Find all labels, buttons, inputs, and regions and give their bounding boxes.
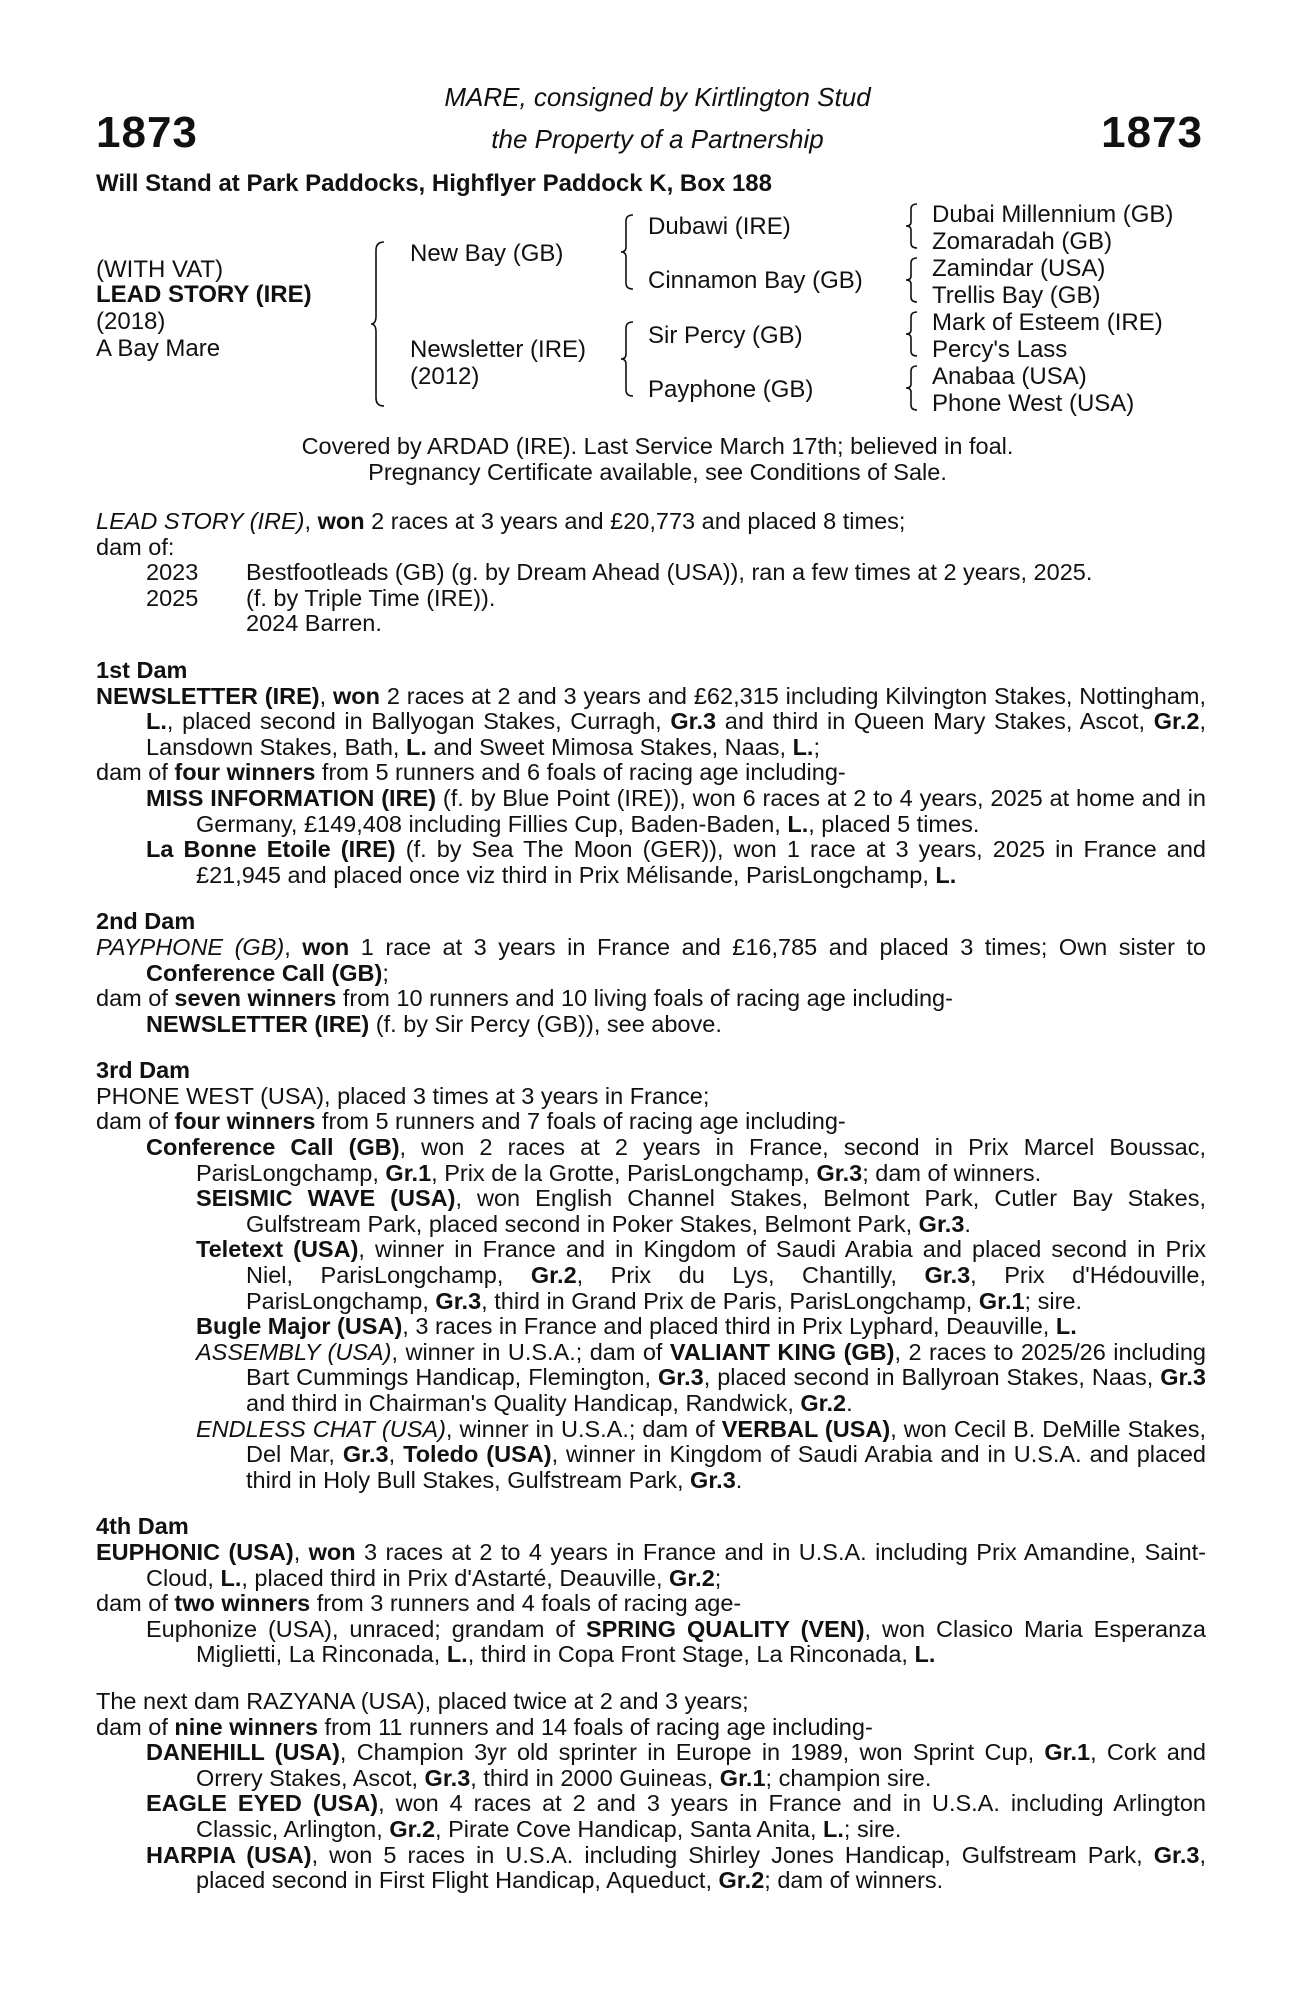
consignment-line: MARE, consigned by Kirtlington Stud xyxy=(444,82,871,112)
fourth-dam-heading: 4th Dam xyxy=(96,1513,189,1540)
dam-name: PAYPHONE (GB) xyxy=(96,933,285,960)
grade-label: Gr.2 xyxy=(1153,708,1200,735)
text: , placed second in First Flight Handicap, Aqueduct, xyxy=(196,1841,1206,1894)
text: ; sire. xyxy=(843,1815,902,1842)
dam-name: EUPHONIC (USA) xyxy=(96,1538,294,1565)
text: ; dam of winners. xyxy=(862,1159,1042,1186)
pedigree-sds: Zamindar (USA) xyxy=(932,255,1106,282)
mare-record-text: 2 races at 3 years and £20,773 and placed 8 times; xyxy=(364,508,906,534)
pedigree-sire-dam: Cinnamon Bay (GB) xyxy=(648,267,863,294)
third-dam-grand-offspring xyxy=(96,1340,1206,1417)
horse-description: A Bay Mare xyxy=(96,335,221,362)
pedigree-dam-year: (2012) xyxy=(410,363,480,390)
produce-text: (f. by Triple Time (IRE)). xyxy=(246,584,496,611)
pedigree-bracket-ds xyxy=(905,310,921,360)
listed-label: L. xyxy=(914,1641,936,1668)
winners-count: four winners xyxy=(174,759,316,786)
grade-label: Gr.2 xyxy=(669,1564,715,1591)
pedigree-sire: New Bay (GB) xyxy=(410,240,564,267)
text: dam of xyxy=(96,1713,175,1740)
first-dam-offspring xyxy=(96,837,1206,888)
pedigree-bracket-dam xyxy=(620,320,636,400)
text: 3 races at 2 to 4 years in France and in U.S.A. including Prix Amandine, Saint-Cloud, xyxy=(146,1538,1206,1591)
text: , won 2 races at 2 years in France, second in Prix Marcel Boussac, ParisLongchamp, xyxy=(196,1134,1206,1186)
text: , Champion 3yr old sprinter in Europe in 1989, won Sprint Cup, xyxy=(339,1739,1045,1766)
winners-count: two winners xyxy=(174,1590,311,1617)
text: 2 races at 2 and 3 years and £62,315 including Kilvington Stakes, Nottingham, xyxy=(379,682,1206,709)
text: from 11 runners and 14 foals of racing age including- xyxy=(318,1713,873,1740)
mare-name: LEAD STORY (IRE) xyxy=(96,508,305,534)
produce-row xyxy=(96,560,1206,586)
pedigree-dds: Anabaa (USA) xyxy=(932,363,1087,390)
second-dam-record: PAYPHONE (GB), won 1 race at 3 years in France and £16,785 and placed 3 times; Own sister to Conference Call (GB); xyxy=(96,933,1206,986)
pedigree-sire-sire: Dubawi (IRE) xyxy=(648,213,791,240)
third-dam-produce-summary xyxy=(96,1109,1206,1135)
text: , placed second in Ballyogan Stakes, Curragh, xyxy=(166,708,671,735)
text: , 3 races in France and placed third in Prix Lyphard, Deauville, xyxy=(402,1313,1056,1340)
fourth-dam-record: EUPHONIC (USA), won 3 races at 2 to 4 years in France and in U.S.A. including Prix Amandine, Saint-Cloud, L., placed third in Prix d'Astarté, Deauville, Gr.2; xyxy=(96,1538,1206,1591)
text: , Prix d'Hédouville, ParisLongchamp, xyxy=(246,1262,1206,1314)
text: 1 race at 3 years in France and £16,785 and placed 3 times; Own sister to xyxy=(349,933,1206,960)
offspring-name: SEISMIC WAVE (USA) xyxy=(196,1185,456,1212)
text: , Pirate Cove Handicap, Santa Anita, xyxy=(435,1815,824,1842)
third-dam-grand-offspring xyxy=(96,1186,1206,1237)
pedigree-dsd: Percy's Lass xyxy=(932,336,1068,363)
listed-label: L. xyxy=(446,1641,468,1668)
third-dam-grand-offspring xyxy=(96,1417,1206,1494)
text: , Prix du Lys, Chantilly, xyxy=(576,1262,925,1289)
lot-number-left: 1873 xyxy=(96,108,198,157)
text: . xyxy=(846,1390,853,1416)
dam-of-label: dam of: xyxy=(96,533,175,560)
third-dam-offspring xyxy=(96,1135,1206,1186)
offspring-name: Teletext (USA) xyxy=(196,1236,359,1263)
listed-label: L. xyxy=(220,1564,242,1591)
offspring-name: VERBAL (USA) xyxy=(721,1415,891,1442)
catalogue-body xyxy=(96,509,1206,1894)
produce-text: 2024 Barren. xyxy=(246,610,382,637)
pedigree-ssd: Zomaradah (GB) xyxy=(932,228,1113,255)
grade-label: Gr.3 xyxy=(924,1262,971,1289)
first-dam-record: NEWSLETTER (IRE), won 2 races at 2 and 3 years and £62,315 including Kilvington Stakes, Nottingham, L., placed second in Ballyogan Stakes, Curragh, Gr.3 and third in Queen Mary Stakes, Ascot, Gr.2, Lansdown Stakes, Bath, L. and Sweet Mimosa Stakes, Naas, L.; xyxy=(96,682,1206,760)
grade-label: Gr.1 xyxy=(719,1764,766,1791)
winners-count: seven winners xyxy=(174,985,337,1012)
winners-count: nine winners xyxy=(174,1713,319,1740)
text: ; dam of winners. xyxy=(764,1867,944,1894)
pedigree-dam-dam: Payphone (GB) xyxy=(648,376,814,403)
produce-year: 2025 xyxy=(146,584,199,611)
grade-label: Gr.2 xyxy=(530,1262,577,1289)
text: dam of xyxy=(96,985,175,1012)
pedigree-sdd: Trellis Bay (GB) xyxy=(932,282,1101,309)
offspring-name: DANEHILL (USA) xyxy=(146,1739,340,1766)
text: dam of xyxy=(96,1108,175,1135)
grade-label: Gr.3 xyxy=(690,1466,736,1493)
text: from 5 runners and 7 foals of racing age including- xyxy=(315,1108,846,1135)
grade-label: Gr.2 xyxy=(718,1867,765,1894)
third-dam-heading: 3rd Dam xyxy=(96,1057,191,1084)
second-dam-produce-summary xyxy=(96,986,1206,1012)
won-label: won xyxy=(302,933,350,960)
covered-note: Covered by ARDAD (IRE). Last Service March 17th; believed in foal. xyxy=(301,433,1014,459)
text: , winner in Kingdom of Saudi Arabia and in U.S.A. and placed third in Holy Bull Stakes, Gulfstream Park, xyxy=(246,1441,1206,1493)
text: , Cork and Orrery Stakes, Ascot, xyxy=(196,1739,1206,1791)
text: ; xyxy=(382,959,389,986)
listed-label: L. xyxy=(405,733,427,760)
text: , won English Channel Stakes, Belmont Park, Cutler Bay Stakes, Gulfstream Park, placed second in Poker Stakes, Belmont Park, xyxy=(246,1185,1206,1237)
text: , won Clasico Maria Esperanza Miglietti, La Rinconada, xyxy=(196,1615,1206,1668)
grade-label: Gr.3 xyxy=(1153,1841,1200,1868)
horse-name: LEAD STORY (IRE) xyxy=(96,281,312,308)
won-label: won xyxy=(308,1538,356,1565)
offspring-name: NEWSLETTER (IRE) xyxy=(146,1010,370,1037)
produce-year: 2023 xyxy=(146,559,199,586)
listed-label: L. xyxy=(792,733,814,760)
grade-label: Gr.3 xyxy=(435,1287,482,1314)
text: , placed third in Prix d'Astarté, Deauville, xyxy=(241,1564,670,1591)
text: , won Cecil B. DeMille Stakes, Del Mar, xyxy=(246,1415,1206,1468)
text: from 10 runners and 10 living foals of racing age including- xyxy=(336,985,953,1012)
produce-row xyxy=(96,586,1206,612)
grade-label: Gr.2 xyxy=(800,1390,847,1416)
listed-label: L. xyxy=(1055,1313,1077,1340)
pedigree-dam-sire: Sir Percy (GB) xyxy=(648,322,803,349)
text: , winner in France and in Kingdom of Saudi Arabia and placed second in Prix Niel, ParisLongchamp, xyxy=(246,1236,1206,1289)
text: dam of xyxy=(96,759,175,786)
text: , 2 races to 2025/26 including Bart Cummings Handicap, Flemington, xyxy=(246,1338,1206,1391)
produce-row xyxy=(96,611,1206,637)
text: . xyxy=(735,1466,743,1493)
text: , third in Copa Front Stage, La Rinconada, xyxy=(467,1641,915,1668)
grade-label: Gr.1 xyxy=(1044,1739,1091,1766)
grade-label: Gr.3 xyxy=(342,1441,389,1468)
text: , Lansdown Stakes, Bath, xyxy=(146,708,1206,760)
text: dam of xyxy=(96,1590,175,1617)
grade-label: Gr.2 xyxy=(389,1815,436,1842)
text: , third in 2000 Guineas, xyxy=(470,1764,720,1791)
pedigree-dam: Newsletter (IRE) xyxy=(410,336,587,363)
next-dam-offspring xyxy=(96,1791,1206,1842)
offspring-name: MISS INFORMATION (IRE) xyxy=(146,784,437,811)
pedigree-bracket-ss xyxy=(905,202,921,252)
produce-text: Bestfootleads (GB) (g. by Dream Ahead (USA)), ran a few times at 2 years, 2025. xyxy=(246,559,1093,586)
pedigree-bracket-sd xyxy=(905,256,921,306)
grade-label: Gr.3 xyxy=(918,1210,965,1237)
dam-name: NEWSLETTER (IRE) xyxy=(96,682,320,709)
text: and Sweet Mimosa Stakes, Naas, xyxy=(426,733,793,760)
pregnancy-note: Pregnancy Certificate available, see Conditions of Sale. xyxy=(368,459,947,485)
first-dam-heading: 1st Dam xyxy=(96,656,188,683)
text: , won 4 races at 2 and 3 years in France and in U.S.A. including Arlington Classic, Arlington, xyxy=(196,1790,1206,1842)
fourth-dam-offspring xyxy=(96,1617,1206,1668)
offspring-name: ASSEMBLY (USA) xyxy=(196,1338,392,1365)
offspring-name: Conference Call (GB) xyxy=(146,1134,400,1161)
text: and third in Chairman's Quality Handicap, Randwick, xyxy=(246,1390,801,1416)
text: , placed 5 times. xyxy=(808,810,980,837)
text: , placed second in Ballyroan Stakes, Naas, xyxy=(703,1364,1161,1391)
pedigree-ddd: Phone West (USA) xyxy=(932,390,1135,417)
grade-label: Gr.1 xyxy=(385,1159,432,1186)
text: . xyxy=(964,1210,971,1237)
text: , third in Grand Prix de Paris, ParisLongchamp, xyxy=(481,1287,979,1314)
horse-year: (2018) xyxy=(96,308,166,335)
next-dam-produce-summary xyxy=(96,1715,1206,1741)
won-label: won xyxy=(332,682,380,709)
text: ; champion sire. xyxy=(765,1764,932,1791)
text: , winner in U.S.A.; dam of xyxy=(445,1415,722,1442)
stand-location: Will Stand at Park Paddocks, Highflyer Paddock K, Box 188 xyxy=(96,170,772,197)
mare-record: LEAD STORY (IRE), won 2 races at 3 years and £20,773 and placed 8 times; xyxy=(96,508,906,534)
grade-label: Gr.3 xyxy=(1160,1364,1206,1391)
listed-label: L. xyxy=(787,810,809,837)
text: from 3 runners and 4 foals of racing age- xyxy=(310,1590,742,1617)
next-dam-record: The next dam RAZYANA (USA), placed twice at 2 and 3 years; xyxy=(96,1687,749,1714)
property-line: the Property of a Partnership xyxy=(491,124,824,154)
text: ; xyxy=(714,1564,722,1591)
listed-label: L. xyxy=(935,861,957,888)
produce-year xyxy=(146,611,246,637)
grade-label: Gr.3 xyxy=(816,1159,863,1186)
second-dam-offspring xyxy=(96,1012,1206,1038)
offspring-name: Bugle Major (USA) xyxy=(196,1313,403,1340)
listed-label: L. xyxy=(146,708,167,735)
won-label: won xyxy=(317,508,365,534)
next-dam-offspring xyxy=(96,1740,1206,1791)
pedigree-sss: Dubai Millennium (GB) xyxy=(932,201,1174,228)
grade-label: Gr.3 xyxy=(657,1364,704,1391)
third-dam-grand-offspring xyxy=(96,1314,1206,1340)
offspring-name: La Bonne Etoile (IRE) xyxy=(146,836,396,863)
text: , xyxy=(388,1441,404,1468)
text: , won 5 races in U.S.A. including Shirley Jones Handicap, Gulfstream Park, xyxy=(311,1841,1154,1868)
offspring-name: EAGLE EYED (USA) xyxy=(146,1790,379,1817)
pedigree-bracket-sire xyxy=(620,213,636,293)
third-dam-grand-offspring xyxy=(96,1237,1206,1314)
next-dam-offspring xyxy=(96,1843,1206,1894)
pedigree-bracket-dd xyxy=(905,364,921,414)
listed-label: L. xyxy=(823,1815,844,1842)
offspring-name: ENDLESS CHAT (USA) xyxy=(196,1415,446,1442)
second-dam-heading: 2nd Dam xyxy=(96,908,196,935)
text: Euphonize (USA), unraced; grandam of xyxy=(146,1615,586,1642)
text: (f. by Sir Percy (GB)), see above. xyxy=(369,1010,722,1037)
winners-count: four winners xyxy=(174,1108,316,1135)
offspring-name: VALIANT KING (GB) xyxy=(669,1338,895,1365)
text: (f. by Blue Point (IRE)), won 6 races at 2 to 4 years, 2025 at home and in Germany, £149,408 including Fillies Cup, Baden-Baden, xyxy=(196,784,1206,837)
first-dam-offspring xyxy=(96,786,1206,837)
first-dam-produce-summary xyxy=(96,760,1206,786)
offspring-name: Toledo (USA) xyxy=(403,1441,552,1468)
pedigree-dss: Mark of Esteem (IRE) xyxy=(932,309,1163,336)
offspring-name: HARPIA (USA) xyxy=(146,1841,312,1868)
text: and third in Queen Mary Stakes, Ascot, xyxy=(716,708,1154,735)
third-dam-record: PHONE WEST (USA), placed 3 times at 3 years in France; xyxy=(96,1082,710,1109)
grade-label: Gr.3 xyxy=(424,1764,471,1791)
vat-note: (WITH VAT) xyxy=(96,256,224,283)
grade-label: Gr.1 xyxy=(978,1287,1025,1314)
text: ; xyxy=(813,733,820,760)
sister-name: Conference Call (GB) xyxy=(146,959,383,986)
offspring-name: SPRING QUALITY (VEN) xyxy=(585,1615,865,1642)
text: , winner in U.S.A.; dam of xyxy=(391,1338,670,1365)
text: , Prix de la Grotte, ParisLongchamp, xyxy=(431,1159,817,1186)
fourth-dam-produce-summary xyxy=(96,1591,1206,1617)
text: from 5 runners and 6 foals of racing age including- xyxy=(315,759,846,786)
lot-number-right: 1873 xyxy=(1101,108,1203,157)
text: (f. by Sea The Moon (GER)), won 1 race at 3 years, 2025 in France and £21,945 and placed once viz third in Prix Mélisande, ParisLongchamp, xyxy=(196,836,1206,888)
grade-label: Gr.3 xyxy=(670,708,717,735)
text: ; sire. xyxy=(1024,1287,1083,1314)
pedigree-bracket-main xyxy=(370,240,390,410)
